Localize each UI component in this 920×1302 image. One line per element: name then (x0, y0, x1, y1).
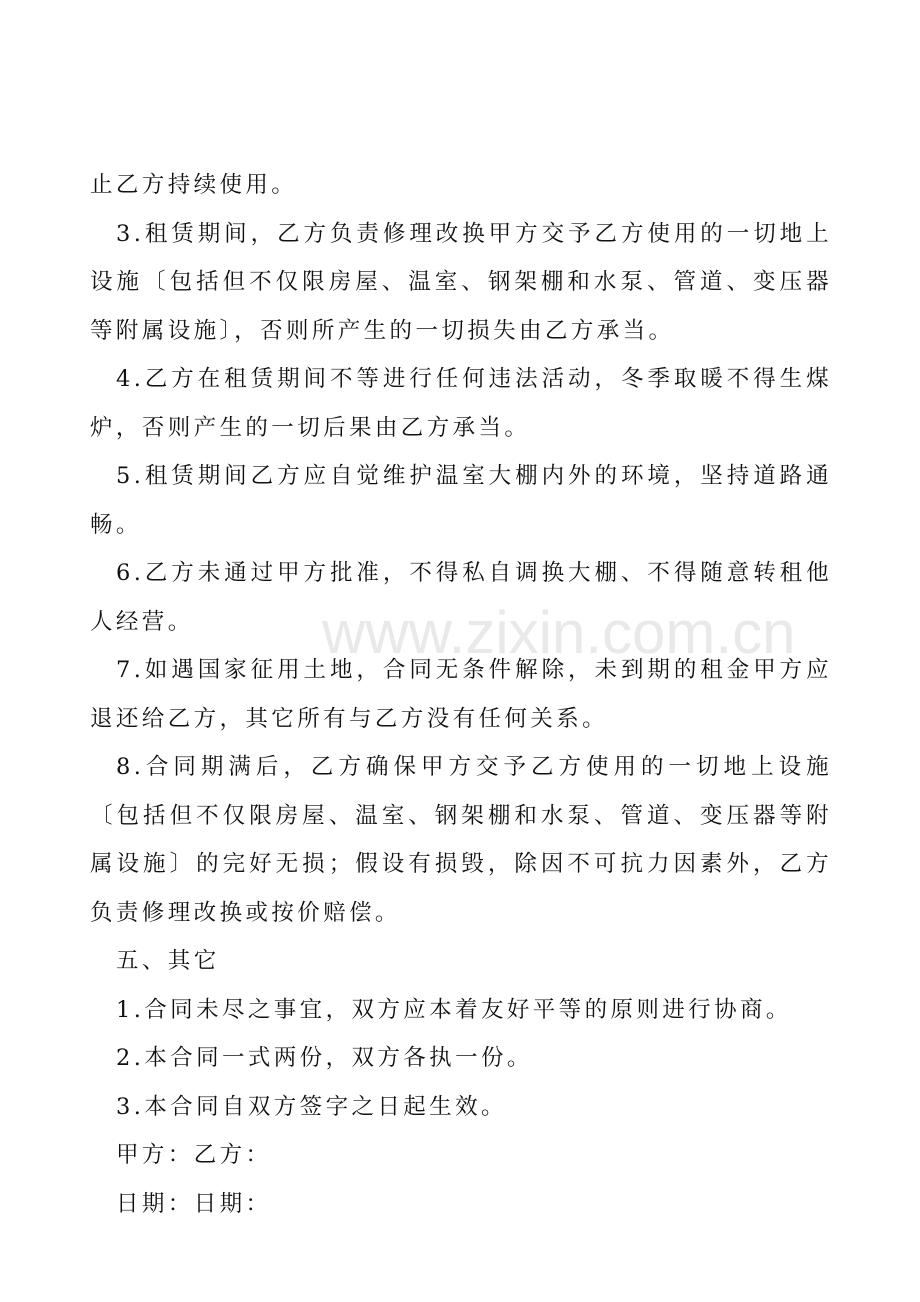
clause-5-environment: 5.租赁期间乙方应自觉维护温室大棚内外的环境，坚持道路通畅。 (90, 463, 832, 538)
paragraph-continuation: 止乙方持续使用。 (90, 172, 298, 198)
clause-3-maintenance: 3.租赁期间，乙方负责修理改换甲方交予乙方使用的一切地上设施〔包括但不仅限房屋、温室、钢架棚和水泵、管道、变压器等附属设施〕，否则所产生的一切损失由乙方承当。 (90, 220, 832, 344)
other-clause-3: 3.本合同自双方签字之日起生效。 (116, 1093, 507, 1120)
clause-4-no-illegal-activity: 4.乙方在租赁期间不等进行任何违法活动，冬季取暖不得生煤炉，否则产生的一切后果由乙方承当。 (90, 366, 832, 441)
clause-6-no-sublease: 6.乙方未通过甲方批准，不得私自调换大棚、不得随意转租他人经营。 (90, 560, 832, 635)
document-body (90, 161, 832, 1228)
other-clause-1: 1.合同未尽之事宜，双方应本着友好平等的原则进行协商。 (116, 996, 792, 1023)
other-clause-2: 2.本合同一式两份，双方各执一份。 (116, 1045, 533, 1071)
section-heading-other: 五、其它 (116, 948, 220, 974)
clause-8-expiry: 8.合同期满后，乙方确保甲方交予乙方使用的一切地上设施〔包括但不仅限房屋、温室、钢架棚和水泵、管道、变压器等附属设施〕的完好无损；假设有损毁，除因不可抗力因素外，乙方负责修理改换或按价赔偿。 (90, 754, 832, 926)
watermark: www.zixin.com.cn (322, 599, 796, 666)
signature-parties: 甲方：乙方： (116, 1142, 272, 1168)
signature-dates: 日期：日期： (116, 1190, 272, 1217)
clause-7-land-expropriation: 7.如遇国家征用土地，合同无条件解除，未到期的租金甲方应退还给乙方，其它所有与乙方没有任何关系。 (90, 657, 832, 732)
